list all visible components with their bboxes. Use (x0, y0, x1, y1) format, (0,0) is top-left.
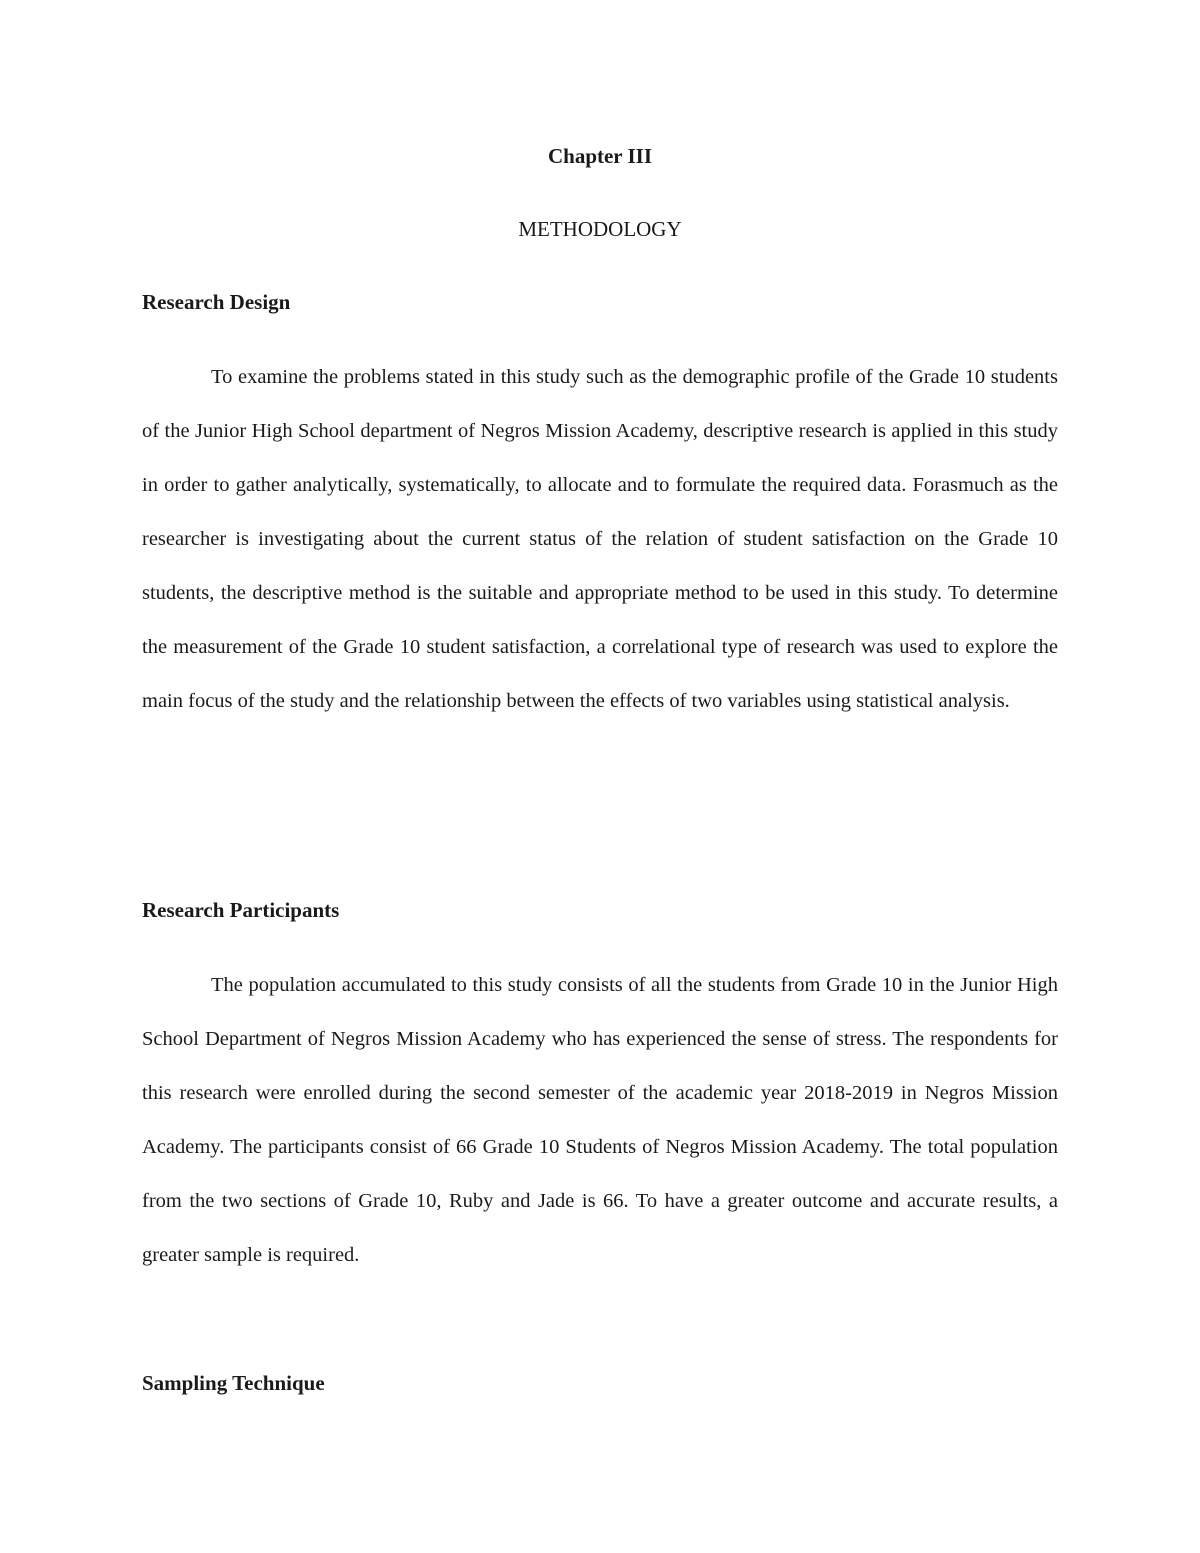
section-heading-research-participants: Research Participants (142, 898, 340, 922)
section-heading-sampling-technique: Sampling Technique (142, 1371, 325, 1395)
section-heading-research-design: Research Design (142, 290, 291, 314)
paragraph-research-design: To examine the problems stated in this study such as the demographic profile of the Grade 10 students of the Junior High School department of Negros Mission Academy, descriptive research is applied in this study in order to gather analytically, systematically, to allocate and to formulate the required data. Forasmuch as the researcher is investigating about the current status of the relation of student satisfaction on the Grade 10 students, the descriptive method is the suitable and appropriate method to be used in this study. To determine the measurement of the Grade 10 student satisfaction, a correlational type of research was used to explore the main focus of the study and the relationship between the effects of two variables using statistical analysis. (142, 366, 1058, 712)
chapter-title: Chapter III (547, 144, 653, 168)
paragraph-research-participants: The population accumulated to this study consists of all the students from Grade 10 in the Junior High School Department of Negros Mission Academy who has experienced the sense of stress. The respondents for this research were enrolled during the second semester of the academic year 2018-2019 in Negros Mission Academy. The participants consist of 66 Grade 10 Students of Negros Mission Academy. The total population from the two sections of Grade 10, Ruby and Jade is 66. To have a greater outcome and accurate results, a greater sample is required. (142, 974, 1058, 1266)
chapter-heading: METHODOLOGY (518, 217, 682, 241)
